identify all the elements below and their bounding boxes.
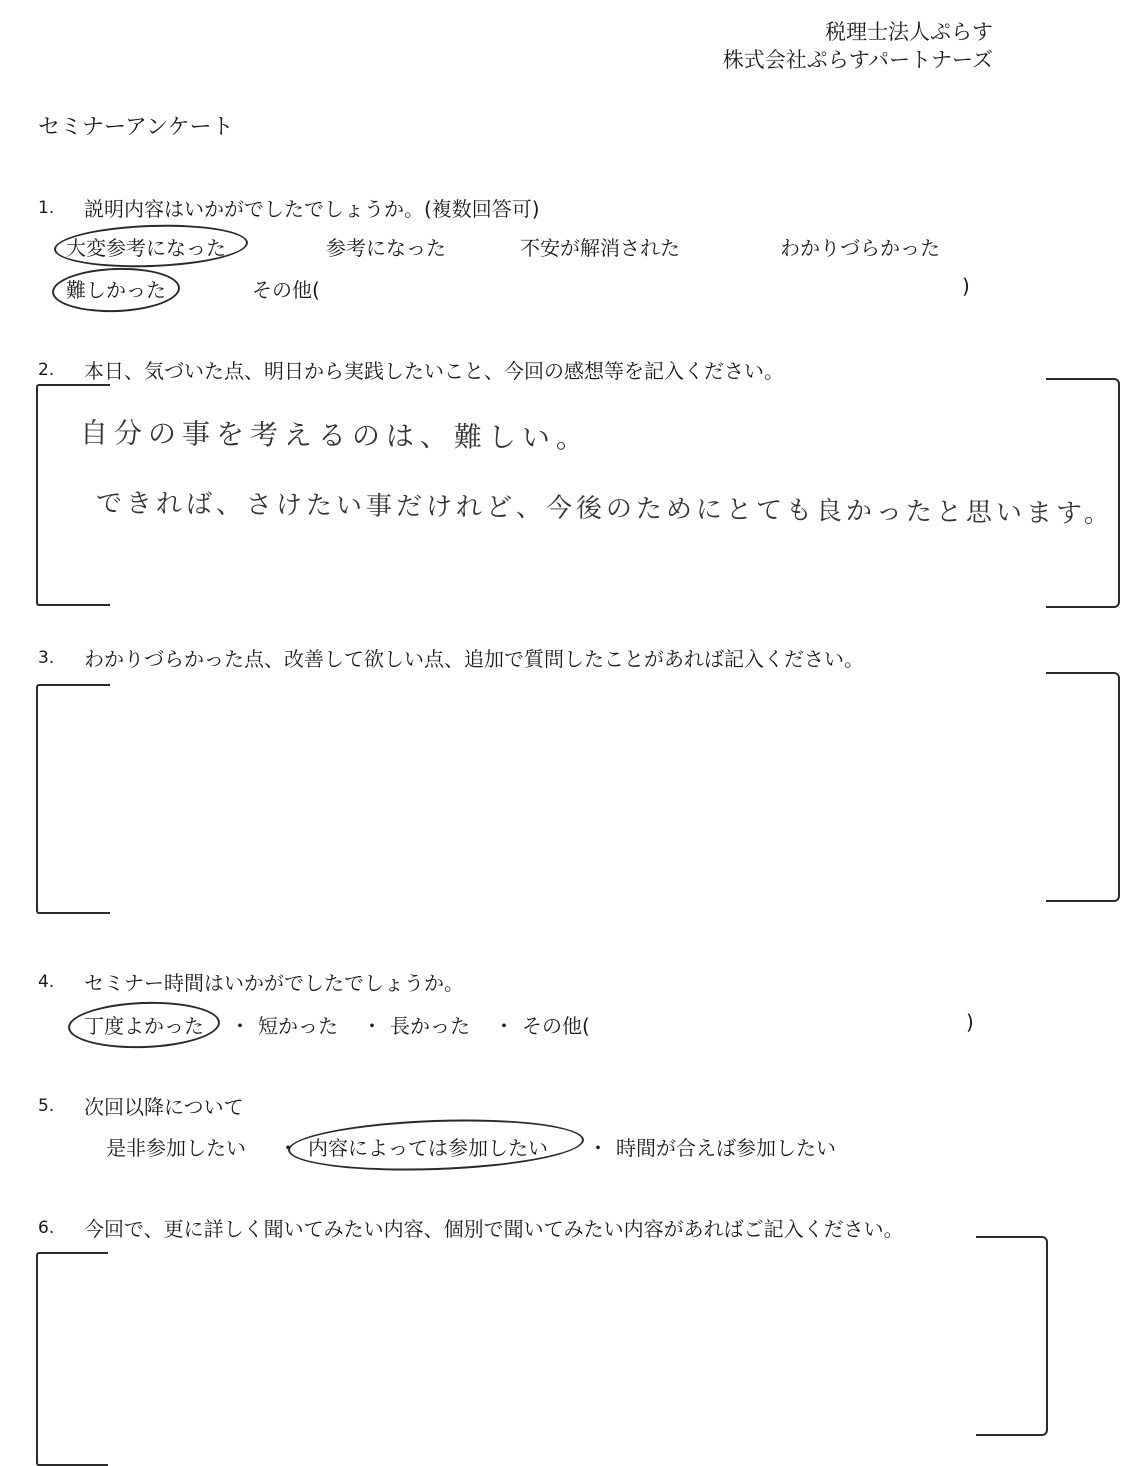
q6-question: 今回で、更に詳しく聞いてみたい内容、個別で聞いてみたい内容があればご記入ください。 <box>84 1217 904 1241</box>
q2-handwritten-answer-line1: 自分の事を考えるのは、難しい。 <box>79 416 591 455</box>
q5-option-definitely[interactable]: 是非参加したい <box>106 1136 246 1160</box>
org-name-2: 株式会社ぷらすパートナーズ <box>722 48 993 72</box>
q4-circle-mark <box>67 999 221 1050</box>
q5-option-if-time-fits[interactable]: 時間が合えば参加したい <box>616 1136 836 1160</box>
q3-number: 3. <box>38 648 55 668</box>
page-title: セミナーアンケート <box>38 115 234 140</box>
q4-option-other[interactable]: その他( <box>522 1014 590 1038</box>
q1-option-helpful[interactable]: 参考になった <box>326 236 446 260</box>
q1-option-anxiety-resolved[interactable]: 不安が解消された <box>520 236 680 260</box>
q2-handwritten-answer-line2: できれば、さけたい事だけれど、今後のためにとても良かったと思います。 <box>95 488 1115 530</box>
org-name-1: 税理士法人ぷらす <box>825 20 993 44</box>
q1-option-very-helpful[interactable]: 大変参考になった <box>66 236 226 260</box>
q1-number: 1. <box>38 198 55 218</box>
q3-answer-bracket-right <box>1046 672 1120 902</box>
q2-question: 本日、気づいた点、明日から実践したいこと、今回の感想等を記入ください。 <box>84 359 784 383</box>
q6-answer-bracket-right <box>976 1236 1048 1436</box>
q3-question: わかりづらかった点、改善して欲しい点、追加で質問したことがあれば記入ください。 <box>84 647 864 671</box>
q1-option-difficult[interactable]: 難しかった <box>66 278 166 302</box>
q1-option-hard-to-understand[interactable]: わかりづらかった <box>780 236 940 260</box>
q5-option-depends-on-content[interactable]: 内容によっては参加したい <box>308 1136 548 1160</box>
q6-number: 6. <box>38 1218 55 1238</box>
q5-question: 次回以降について <box>84 1095 244 1119</box>
q5-number: 5. <box>38 1096 55 1116</box>
q2-number: 2. <box>38 360 55 380</box>
q5-separator-1: ・ <box>278 1136 298 1160</box>
q4-option-long[interactable]: 長かった <box>390 1014 470 1038</box>
q1-circle-mark-1 <box>53 222 248 271</box>
q1-question: 説明内容はいかがでしたでしょうか。(複数回答可) <box>84 197 540 221</box>
q4-separator-3: ・ <box>494 1014 514 1038</box>
q1-other-close-paren: ) <box>962 274 970 298</box>
q4-number: 4. <box>38 972 55 992</box>
q4-question: セミナー時間はいかがでしたでしょうか。 <box>84 971 464 995</box>
q5-circle-mark <box>287 1115 585 1175</box>
q4-separator-2: ・ <box>362 1014 382 1038</box>
q4-other-close-paren: ) <box>966 1010 974 1034</box>
q3-answer-bracket-left <box>36 684 110 914</box>
q5-separator-2: ・ <box>588 1136 608 1160</box>
q4-option-just-right[interactable]: 丁度よかった <box>84 1014 204 1038</box>
q4-option-short[interactable]: 短かった <box>258 1014 338 1038</box>
q6-answer-bracket-left <box>36 1252 108 1466</box>
q4-separator-1: ・ <box>230 1014 250 1038</box>
q1-option-other[interactable]: その他( <box>252 278 320 302</box>
